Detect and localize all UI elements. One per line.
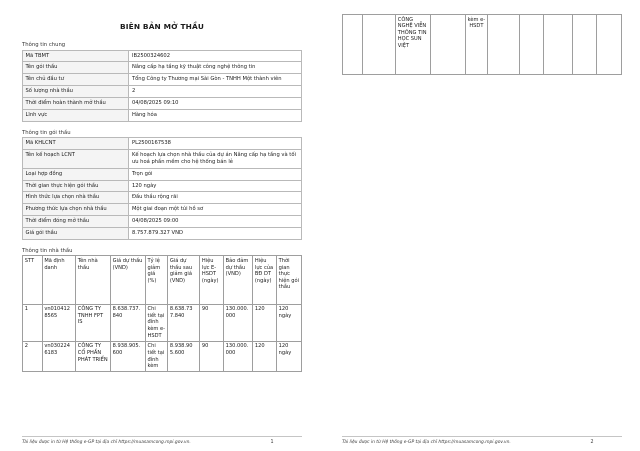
table-row <box>23 216 302 228</box>
row-value: Đấu thầu rộng rãi <box>129 192 302 204</box>
cell-stt <box>343 15 363 75</box>
row-value: 04/08/2025 09:00 <box>129 216 302 228</box>
cell-discount-rate: kèm e-HSDT <box>465 15 487 75</box>
cell-stt: 1 <box>23 304 43 341</box>
row-label: Hình thức lựa chọn nhà thầu <box>23 192 129 204</box>
column-header-security-validity: Hiệu lực của BĐ DT (ngày) <box>253 256 277 304</box>
row-label: Thời gian thực hiện gói thầu <box>23 180 129 192</box>
row-value: 8.757.879.327 VND <box>129 228 302 240</box>
cell-hsdt-validity <box>520 15 544 75</box>
cell-bid-security <box>543 15 572 75</box>
cell-identifier: vn010412 8565 <box>42 304 75 341</box>
cell-bidder-name: CÔNG TY TNHH FPT IS <box>75 304 110 341</box>
row-value: Nâng cấp hạ tầng kỹ thuật công nghệ thông tin <box>129 62 302 74</box>
cell-price-after-discount: 8.638.73 7.840 <box>168 304 200 341</box>
cell-security-validity: 120 <box>253 304 277 341</box>
bidder-info-table-continued <box>342 14 622 75</box>
table-row <box>343 15 622 75</box>
table-header-row <box>23 256 302 304</box>
table-row <box>23 97 302 109</box>
table-row <box>23 150 302 169</box>
row-value: 2 <box>129 86 302 98</box>
column-header-price-after-discount: Giá dự thầu sau giảm giá (VND) <box>168 256 200 304</box>
page-title: BIÊN BẢN MỞ THẦU <box>119 22 205 31</box>
table-row <box>23 138 302 150</box>
cell-discount-rate: Chi tiết tại đính kèm e-HSDT <box>145 304 167 341</box>
table-row <box>23 168 302 180</box>
cell-hsdt-validity: 90 <box>200 304 224 341</box>
table-row <box>23 50 302 62</box>
cell-security-validity <box>573 15 597 75</box>
cell-price-after-discount <box>488 15 520 75</box>
table-row <box>23 341 302 372</box>
table-row <box>23 228 302 240</box>
row-value: 120 ngày <box>129 180 302 192</box>
cell-identifier <box>362 15 395 75</box>
general-info-table <box>22 50 302 122</box>
row-value: IB2500324602 <box>129 50 302 62</box>
page-footer <box>22 436 302 445</box>
cell-execution-time: 120 ngày <box>276 341 301 372</box>
row-label: Số lượng nhà thầu <box>23 86 129 98</box>
row-label: Tên kế hoạch LCNT <box>23 150 129 169</box>
table-row <box>23 192 302 204</box>
footer-source-text: Tài liệu được in từ Hệ thống e-GP tại địa chỉ https://muasamcong.mpi.gov.vn. <box>342 440 511 445</box>
cell-bid-price: 8.938.905. 600 <box>110 341 145 372</box>
row-label: Phương thức lựa chọn nhà thầu <box>23 204 129 216</box>
row-value: Kế hoạch lựa chọn nhà thầu của dự án Nâng cấp hạ tầng và tối ưu hoá phần mềm cho hệ thống bán lẻ <box>129 150 302 169</box>
cell-execution-time: 120 ngày <box>276 304 301 341</box>
row-value: Hàng hóa <box>129 109 302 121</box>
cell-bidder-name: CÔNG TY CỔ PHẦN PHÁT TRIỂN <box>75 341 110 372</box>
row-value: PL2500167538 <box>129 138 302 150</box>
document-page-2 <box>320 0 640 451</box>
column-header-bid-security: Bảo đảm dự thầu (VND) <box>223 256 252 304</box>
page-number: 2 <box>590 440 594 445</box>
row-value: 04/08/2025 09:10 <box>129 97 302 109</box>
row-label: Thời điểm hoàn thành mở thầu <box>23 97 129 109</box>
cell-identifier: vn030224 6183 <box>42 341 75 372</box>
row-value: Tổng Công ty Thương mại Sài Gòn - TNHH Một thành viên <box>129 74 302 86</box>
cell-hsdt-validity: 90 <box>200 341 224 372</box>
table-row <box>23 86 302 98</box>
cell-bidder-name: CÔNG NGHỆ VIỄN THÔNG TIN HỌC SUN VIỆT <box>395 15 430 75</box>
column-header-execution-time: Thời gian thực hiện gói thầu <box>276 256 301 304</box>
cell-stt: 2 <box>23 341 43 372</box>
row-value: Một giai đoạn một túi hồ sơ <box>129 204 302 216</box>
table-row <box>23 62 302 74</box>
cell-bid-security: 130.000. 000 <box>223 304 252 341</box>
section-label-package-info: Thông tin gói thầu <box>22 129 71 136</box>
cell-execution-time <box>596 15 621 75</box>
footer-source-text: Tài liệu được in từ Hệ thống e-GP tại địa chỉ https://muasamcong.mpi.gov.vn. <box>22 440 191 445</box>
row-label: Mã TBMT <box>23 50 129 62</box>
cell-security-validity: 120 <box>253 341 277 372</box>
cell-discount-rate: Chi tiết tại đính kèm <box>145 341 167 372</box>
column-header-bidder-name: Tên nhà thầu <box>75 256 110 304</box>
section-label-bidder-info: Thông tin nhà thầu <box>22 247 73 254</box>
page-footer <box>342 436 622 445</box>
row-label: Lĩnh vực <box>23 109 129 121</box>
cell-bid-price: 8.638.737. 840 <box>110 304 145 341</box>
column-header-stt: STT <box>23 256 43 304</box>
table-row <box>23 109 302 121</box>
column-header-bid-price: Giá dự thầu (VND) <box>110 256 145 304</box>
cell-bid-security: 130.000. 000 <box>223 341 252 372</box>
bidder-info-table <box>22 255 302 372</box>
table-row <box>23 180 302 192</box>
row-label: Giá gói thầu <box>23 228 129 240</box>
table-row <box>23 74 302 86</box>
row-label: Thời điểm đóng mở thầu <box>23 216 129 228</box>
page-number: 1 <box>270 440 274 445</box>
row-label: Tên gói thầu <box>23 62 129 74</box>
row-value: Trọn gói <box>129 168 302 180</box>
column-header-discount-rate: Tỷ lệ giảm giá (%) <box>145 256 167 304</box>
row-label: Loại hợp đồng <box>23 168 129 180</box>
row-label: Tên chủ đầu tư <box>23 74 129 86</box>
row-label: Mã KHLCNT <box>23 138 129 150</box>
table-row <box>23 304 302 341</box>
column-header-identifier: Mã định danh <box>42 256 75 304</box>
package-info-table <box>22 137 302 240</box>
column-header-hsdt-validity: Hiệu lực E-HSDT (ngày) <box>200 256 224 304</box>
section-label-general-info: Thông tin chung <box>22 42 66 48</box>
cell-price-after-discount: 8.938.90 5.600 <box>168 341 200 372</box>
cell-bid-price <box>430 15 465 75</box>
table-row <box>23 204 302 216</box>
